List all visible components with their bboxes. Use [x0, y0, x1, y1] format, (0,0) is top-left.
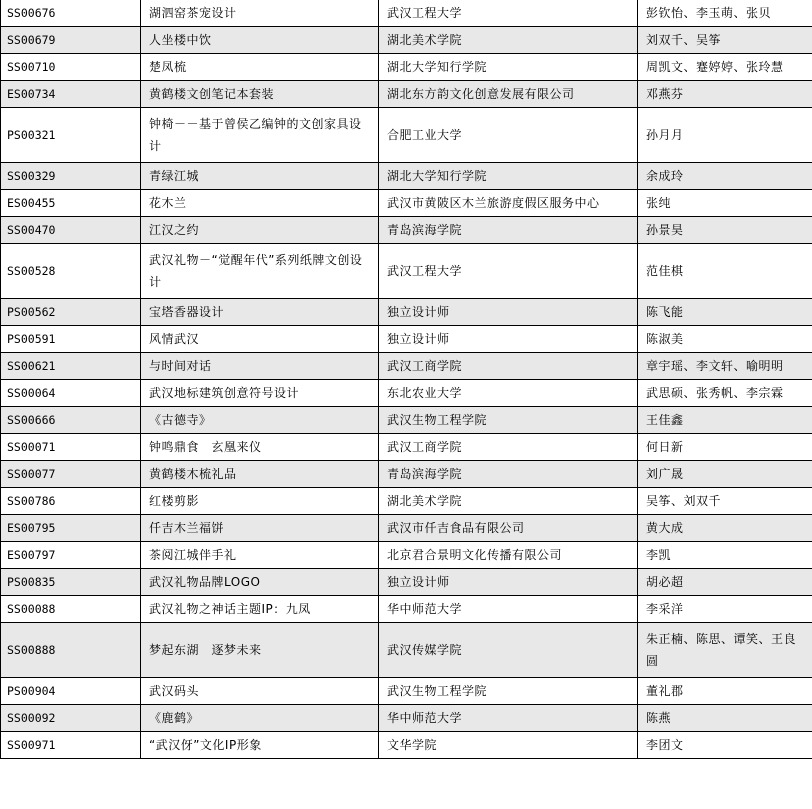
- table-row: [1, 705, 812, 732]
- entry-authors-cell: 章宇瑶、李文轩、喻明明: [638, 353, 812, 380]
- entry-authors-cell: 余成玲: [638, 163, 812, 190]
- entry-code-cell: SS00092: [1, 705, 141, 732]
- table-row: [1, 569, 812, 596]
- entry-authors-cell: 董礼郡: [638, 678, 812, 705]
- table-row: [1, 326, 812, 353]
- entry-code-cell: SS00071: [1, 434, 141, 461]
- entry-organization-cell: 青岛滨海学院: [379, 461, 638, 488]
- entry-organization-cell: 湖北东方韵文化创意发展有限公司: [379, 81, 638, 108]
- entry-organization-cell: 武汉工程大学: [379, 0, 638, 27]
- entry-code-cell: SS00088: [1, 596, 141, 623]
- table-row: [1, 299, 812, 326]
- entry-organization-cell: 武汉生物工程学院: [379, 407, 638, 434]
- entry-authors-cell: 王佳鑫: [638, 407, 812, 434]
- entry-title-cell: 花木兰: [141, 190, 379, 217]
- entry-organization-cell: 青岛滨海学院: [379, 217, 638, 244]
- entry-organization-cell: 湖北大学知行学院: [379, 54, 638, 81]
- entry-title-cell: 武汉礼物之神话主题IP：九凤: [141, 596, 379, 623]
- entry-title-cell: 宝塔香器设计: [141, 299, 379, 326]
- entry-code-cell: SS00679: [1, 27, 141, 54]
- table-row: [1, 380, 812, 407]
- entry-title-cell: 风情武汉: [141, 326, 379, 353]
- entry-organization-cell: 武汉市黄陂区木兰旅游度假区服务中心: [379, 190, 638, 217]
- table-row: [1, 217, 812, 244]
- table-row: [1, 163, 812, 190]
- entry-title-cell: 楚凤梳: [141, 54, 379, 81]
- entry-code-cell: SS00666: [1, 407, 141, 434]
- entry-organization-cell: 独立设计师: [379, 299, 638, 326]
- table-row: [1, 461, 812, 488]
- entry-organization-cell: 北京君合景明文化传播有限公司: [379, 542, 638, 569]
- entry-title-cell: “武汉伢”文化IP形象: [141, 732, 379, 759]
- entry-title-cell: 仟吉木兰福饼: [141, 515, 379, 542]
- entry-code-cell: PS00835: [1, 569, 141, 596]
- entry-title-cell: 梦起东湖 逐梦未来: [141, 623, 379, 678]
- table-row: [1, 81, 812, 108]
- entry-authors-cell: 张纯: [638, 190, 812, 217]
- entry-authors-cell: 刘广晟: [638, 461, 812, 488]
- entry-authors-cell: 何日新: [638, 434, 812, 461]
- entry-authors-cell: 李团文: [638, 732, 812, 759]
- entry-authors-cell: 李凯: [638, 542, 812, 569]
- entry-authors-cell: 朱正楠、陈思、谭笑、王良圆: [638, 623, 812, 678]
- table-row: [1, 434, 812, 461]
- entry-authors-cell: 范佳棋: [638, 244, 812, 299]
- entry-code-cell: ES00797: [1, 542, 141, 569]
- entry-title-cell: 《鹿鹤》: [141, 705, 379, 732]
- entry-code-cell: SS00888: [1, 623, 141, 678]
- entry-organization-cell: 独立设计师: [379, 326, 638, 353]
- table-row: [1, 678, 812, 705]
- entry-organization-cell: 湖北大学知行学院: [379, 163, 638, 190]
- table-row: [1, 190, 812, 217]
- entry-title-cell: 武汉礼物品牌LOGO: [141, 569, 379, 596]
- entry-code-cell: PS00562: [1, 299, 141, 326]
- entry-code-cell: SS00528: [1, 244, 141, 299]
- entry-code-cell: ES00455: [1, 190, 141, 217]
- table-row: [1, 108, 812, 163]
- table-row: [1, 244, 812, 299]
- entry-authors-cell: 孙景昊: [638, 217, 812, 244]
- table-row: [1, 732, 812, 759]
- table-row: [1, 515, 812, 542]
- entry-organization-cell: 武汉生物工程学院: [379, 678, 638, 705]
- table-row: [1, 407, 812, 434]
- entry-authors-cell: 陈淑美: [638, 326, 812, 353]
- entry-title-cell: 黄鹤楼文创笔记本套装: [141, 81, 379, 108]
- entry-authors-cell: 彭钦怡、李玉萌、张贝: [638, 0, 812, 27]
- entry-code-cell: SS00971: [1, 732, 141, 759]
- entry-title-cell: 茶阅江城伴手礼: [141, 542, 379, 569]
- entry-organization-cell: 华中师范大学: [379, 705, 638, 732]
- table-row: [1, 623, 812, 678]
- entry-code-cell: SS00621: [1, 353, 141, 380]
- entry-title-cell: 青绿江城: [141, 163, 379, 190]
- entry-authors-cell: 胡必超: [638, 569, 812, 596]
- entry-title-cell: 红楼剪影: [141, 488, 379, 515]
- entry-title-cell: 江汉之约: [141, 217, 379, 244]
- entry-organization-cell: 武汉工程大学: [379, 244, 638, 299]
- entry-organization-cell: 武汉工商学院: [379, 434, 638, 461]
- entries-table-body: [1, 0, 812, 759]
- entry-code-cell: SS00786: [1, 488, 141, 515]
- entry-organization-cell: 东北农业大学: [379, 380, 638, 407]
- entry-authors-cell: 孙月月: [638, 108, 812, 163]
- entry-title-cell: 武汉码头: [141, 678, 379, 705]
- entry-authors-cell: 周凯文、蹇婷婷、张玲慧: [638, 54, 812, 81]
- entry-code-cell: SS00710: [1, 54, 141, 81]
- entry-code-cell: SS00064: [1, 380, 141, 407]
- entry-title-cell: 武汉地标建筑创意符号设计: [141, 380, 379, 407]
- table-row: [1, 488, 812, 515]
- entry-authors-cell: 黄大成: [638, 515, 812, 542]
- entry-authors-cell: 陈燕: [638, 705, 812, 732]
- entry-organization-cell: 湖北美术学院: [379, 488, 638, 515]
- table-row: [1, 27, 812, 54]
- entry-title-cell: 与时间对话: [141, 353, 379, 380]
- entry-code-cell: SS00329: [1, 163, 141, 190]
- entry-title-cell: 武汉礼物－“觉醒年代”系列纸牌文创设计: [141, 244, 379, 299]
- entry-code-cell: PS00904: [1, 678, 141, 705]
- entry-organization-cell: 武汉工商学院: [379, 353, 638, 380]
- entry-authors-cell: 李采洋: [638, 596, 812, 623]
- entry-authors-cell: 刘双千、吴筝: [638, 27, 812, 54]
- table-row: [1, 0, 812, 27]
- table-row: [1, 54, 812, 81]
- entry-code-cell: ES00734: [1, 81, 141, 108]
- entry-organization-cell: 武汉市仟吉食品有限公司: [379, 515, 638, 542]
- entry-authors-cell: 邓燕芬: [638, 81, 812, 108]
- entry-organization-cell: 武汉传媒学院: [379, 623, 638, 678]
- entry-code-cell: PS00591: [1, 326, 141, 353]
- entry-code-cell: PS00321: [1, 108, 141, 163]
- entry-organization-cell: 合肥工业大学: [379, 108, 638, 163]
- table-row: [1, 542, 812, 569]
- entry-title-cell: 钟鸣鼎食 玄凰来仪: [141, 434, 379, 461]
- entry-organization-cell: 独立设计师: [379, 569, 638, 596]
- entry-code-cell: SS00676: [1, 0, 141, 27]
- entry-title-cell: 《古德寺》: [141, 407, 379, 434]
- entry-authors-cell: 武思硕、张秀帆、李宗霖: [638, 380, 812, 407]
- entry-authors-cell: 吴筝、刘双千: [638, 488, 812, 515]
- entry-code-cell: SS00470: [1, 217, 141, 244]
- entry-title-cell: 人坐楼中饮: [141, 27, 379, 54]
- entry-title-cell: 黄鹤楼木梳礼品: [141, 461, 379, 488]
- entry-code-cell: SS00077: [1, 461, 141, 488]
- entry-authors-cell: 陈飞能: [638, 299, 812, 326]
- entry-title-cell: 钟椅－－基于曾侯乙编钟的文创家具设计: [141, 108, 379, 163]
- entry-title-cell: 湖泗窑茶宠设计: [141, 0, 379, 27]
- entry-organization-cell: 湖北美术学院: [379, 27, 638, 54]
- entry-code-cell: ES00795: [1, 515, 141, 542]
- entry-organization-cell: 文华学院: [379, 732, 638, 759]
- table-row: [1, 596, 812, 623]
- table-row: [1, 353, 812, 380]
- entry-organization-cell: 华中师范大学: [379, 596, 638, 623]
